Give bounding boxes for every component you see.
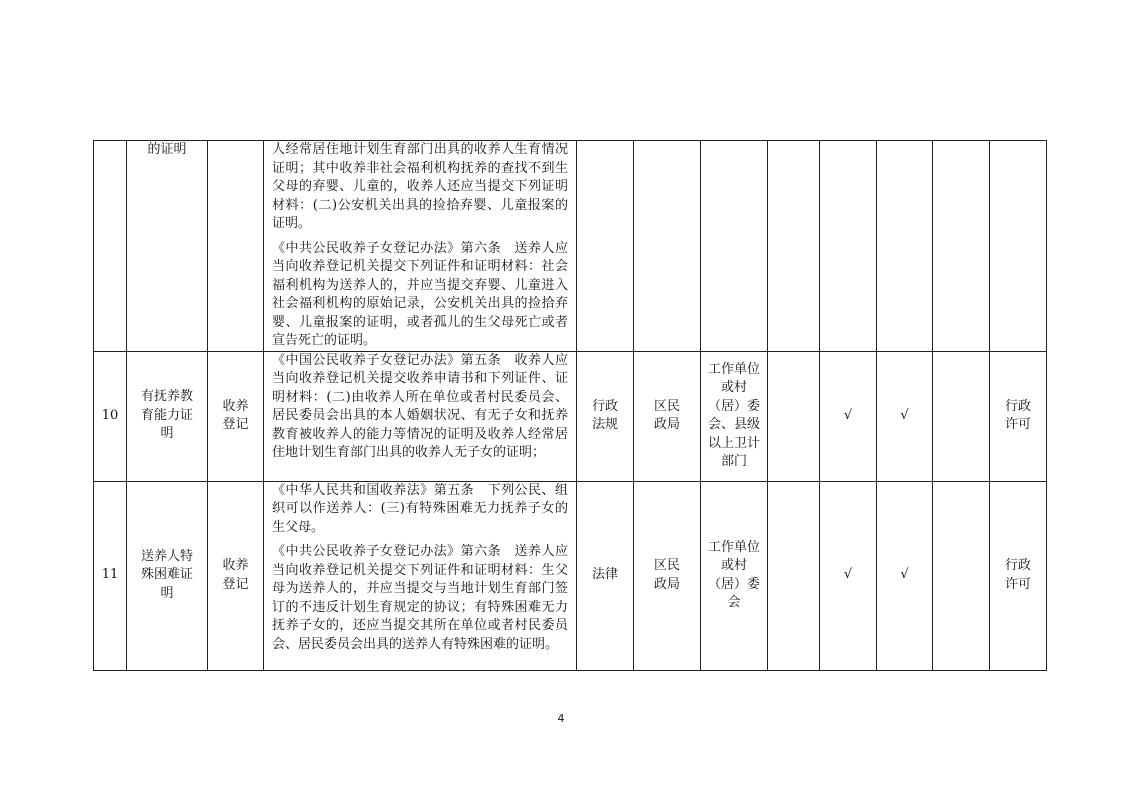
level-cell — [577, 351, 634, 481]
level-cell — [577, 481, 634, 670]
dept-label: 区民政局 — [653, 398, 680, 432]
dept-cell — [634, 481, 701, 670]
item-name-cell — [127, 141, 208, 352]
check-cell: √ — [877, 351, 933, 481]
dept-cell — [634, 141, 701, 352]
row-number-cell: 10 — [94, 351, 127, 481]
check-cell — [820, 141, 877, 352]
basis-cell — [264, 141, 577, 352]
check-cell — [768, 351, 820, 481]
check-cell: √ — [820, 351, 877, 481]
type-cell — [990, 141, 1047, 352]
item-name: 送养人特殊困难证明 — [140, 548, 193, 601]
certificate-table — [93, 140, 1047, 671]
issuer-label: 工作单位或村（居）委会 — [708, 539, 761, 610]
check-cell — [933, 481, 990, 670]
table-row — [94, 141, 1047, 352]
page-number: 4 — [557, 712, 565, 725]
issuer-cell — [701, 141, 768, 352]
basis-paragraph: 人经常居住地计划生育部门出具的收养人生育情况证明；其中收养非社会福利机构抚养的查找不到生父母的弃婴、儿童的，收养人还应当提交下列证明材料：(二)公安机关出具的捡拾弃婴、儿童报案的证明。 — [272, 142, 568, 231]
item-name-cell — [127, 481, 208, 670]
row-number-cell — [94, 141, 127, 352]
basis-cell — [264, 351, 577, 481]
type-label: 行政许可 — [1004, 558, 1031, 592]
dept-cell — [634, 351, 701, 481]
category-cell — [208, 141, 264, 352]
level-label: 法律 — [591, 567, 618, 583]
table-row — [94, 481, 1047, 670]
check-cell: √ — [877, 481, 933, 670]
type-label: 行政许可 — [1004, 398, 1031, 432]
item-name: 有抚养教育能力证明 — [140, 389, 193, 442]
level-label: 行政法规 — [591, 398, 618, 432]
issuer-cell — [701, 351, 768, 481]
item-name-cell — [127, 351, 208, 481]
type-cell — [990, 481, 1047, 670]
category-label: 收养登记 — [222, 398, 249, 432]
dept-label: 区民政局 — [653, 558, 680, 592]
check-cell — [933, 141, 990, 352]
check-cell: √ — [820, 481, 877, 670]
level-cell — [577, 141, 634, 352]
basis-cell — [264, 481, 577, 670]
basis-paragraph: 《中共公民收养子女登记办法》第六条 送养人应当向收养登记机关提交下列证件和证明材料：社会福利机构为送养人的，并应当提交弃婴、儿童进入社会福利机构的原始记录，公安机关出具的捡拾弃婴、儿童报案的证明，或者孤儿的生父母死亡或者宣告死亡的证明。 — [272, 240, 568, 348]
table-row — [94, 351, 1047, 481]
check-cell — [877, 141, 933, 352]
category-cell — [208, 351, 264, 481]
check-cell — [768, 141, 820, 352]
basis-paragraph: 《中华人民共和国收养法》第五条 下列公民、组织可以作送养人：(三)有特殊困难无力抚养子女的生父母。 — [272, 482, 568, 535]
check-cell — [933, 351, 990, 481]
basis-paragraph: 《中共公民收养子女登记办法》第六条 送养人应当向收养登记机关提交下列证件和证明材料：生父母为送养人的，并应当提交与当地计划生育部门签订的不违反计划生育规定的协议；有特殊困难无力抚养子女的，还应当提交其所在单位或者村民委员会、居民委员会出具的送养人有特殊困难的证明。 — [272, 544, 568, 652]
issuer-label: 工作单位或村（居）委会、县级以上卫计部门 — [708, 361, 761, 469]
row-number-cell: 11 — [94, 481, 127, 670]
item-name: 的证明 — [147, 142, 187, 157]
issuer-cell — [701, 481, 768, 670]
category-cell — [208, 481, 264, 670]
type-cell — [990, 351, 1047, 481]
check-cell — [768, 481, 820, 670]
basis-paragraph: 《中国公民收养子女登记办法》第五条 收养人应当向收养登记机关提交收养申请书和下列证件、证明材料：(二)由收养人所在单位或者村民委员会、居民委员会出具的本人婚姻状况、有无子女和抚养教育被收养人的能力等情况的证明及收养人经常居住地计划生育部门出具的收养人无子女的证明； — [272, 352, 568, 460]
category-label: 收养登记 — [222, 558, 249, 592]
